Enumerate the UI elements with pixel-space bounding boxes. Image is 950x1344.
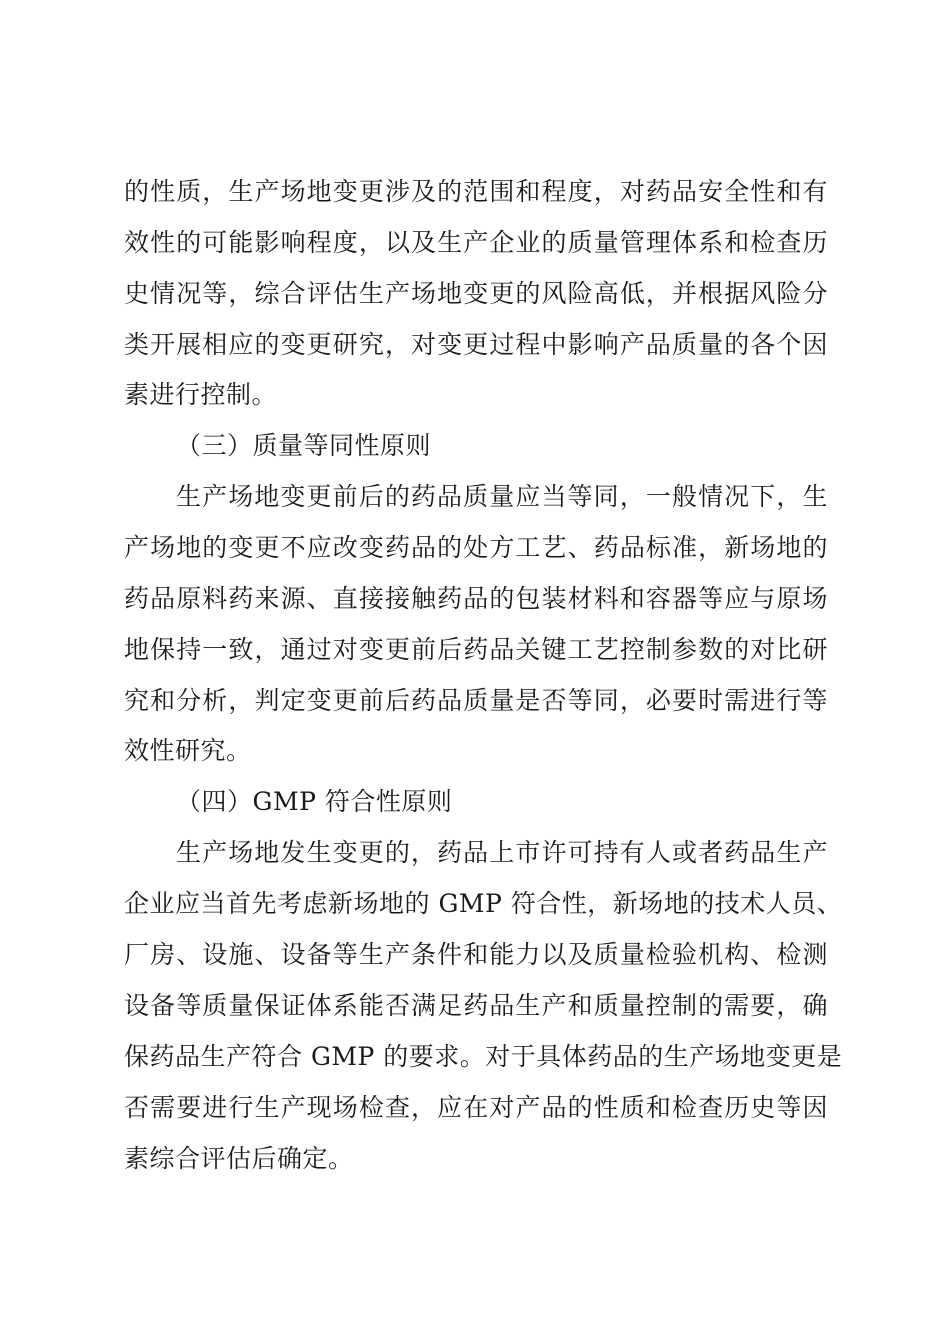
paragraph-line: 厂房、设施、设备等生产条件和能力以及质量检验机构、检测 (124, 940, 828, 969)
paragraph-line: 企业应当首先考虑新场地的 GMP 符合性，新场地的技术人员、 (124, 889, 843, 918)
paragraph-line: 设备等质量保证体系能否满足药品生产和质量控制的需要，确 (124, 991, 828, 1020)
paragraph-line: 生产场地变更前后的药品质量应当等同，一般情况下，生 (176, 482, 828, 511)
paragraph-line: 否需要进行生产现场检查，应在对产品的性质和检查历史等因 (124, 1093, 828, 1122)
paragraph-line: 效性的可能影响程度，以及生产企业的质量管理体系和检查历 (124, 228, 828, 257)
paragraph-line: 地保持一致，通过对变更前后药品关键工艺控制参数的对比研 (124, 635, 828, 664)
paragraph-line: 素进行控制。 (124, 380, 278, 409)
paragraph-line: 类开展相应的变更研究，对变更过程中影响产品质量的各个因 (124, 330, 828, 359)
paragraph-line: 生产场地发生变更的，药品上市许可持有人或者药品生产 (176, 838, 828, 867)
paragraph-line: 保药品生产符合 GMP 的要求。对于具体药品的生产场地变更是 (124, 1042, 843, 1071)
paragraph-line: 究和分析，判定变更前后药品质量是否等同，必要时需进行等 (124, 686, 828, 715)
section-heading-3: （三）质量等同性原则 (176, 431, 432, 460)
paragraph-line: 产场地的变更不应改变药品的处方工艺、药品标准，新场地的 (124, 533, 828, 562)
paragraph-line: 素综合评估后确定。 (124, 1144, 354, 1173)
paragraph-line: 药品原料药来源、直接接触药品的包装材料和容器等应与原场 (124, 584, 828, 613)
paragraph-line: 史情况等，综合评估生产场地变更的风险高低，并根据风险分 (124, 279, 828, 308)
paragraph-line: 的性质，生产场地变更涉及的范围和程度，对药品安全性和有 (124, 177, 828, 206)
section-heading-4: （四）GMP 符合性原则 (176, 787, 453, 816)
paragraph-line: 效性研究。 (124, 736, 252, 765)
